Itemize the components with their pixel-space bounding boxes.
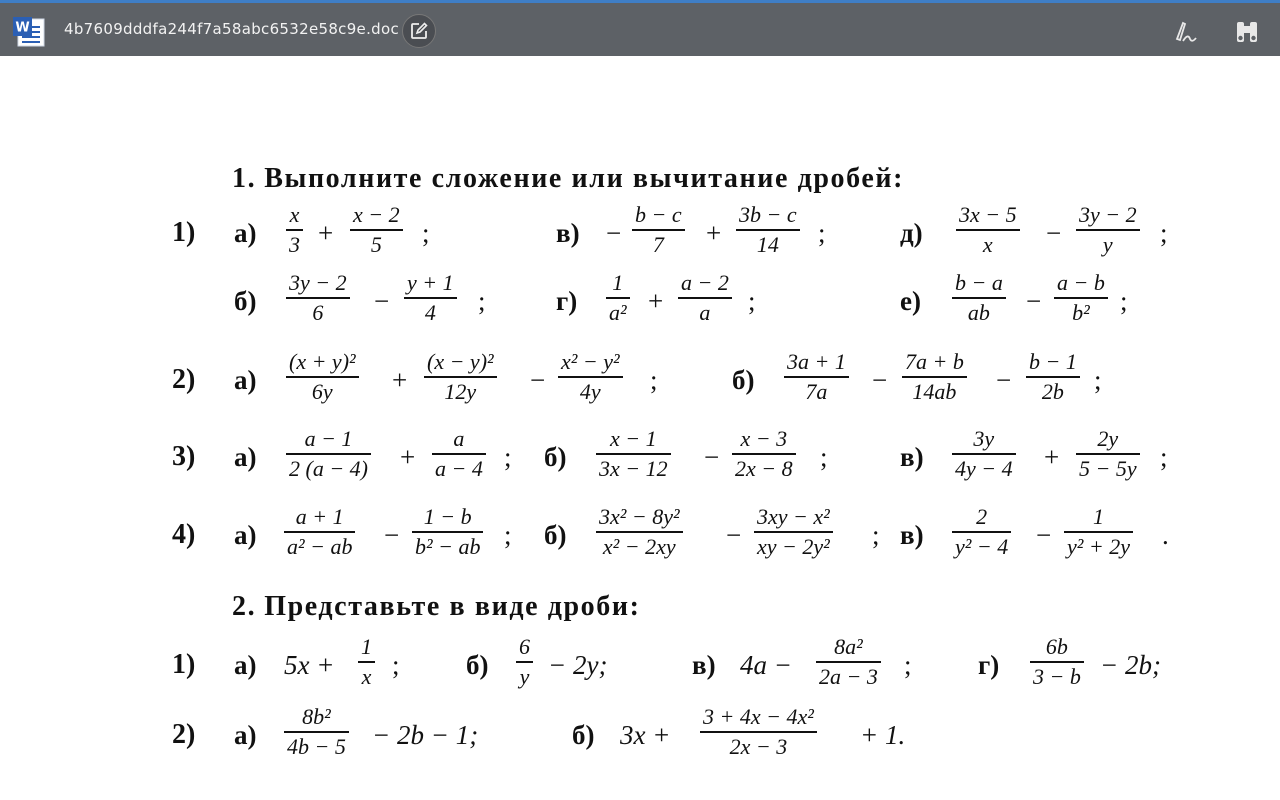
fraction: y + 1 4 <box>404 270 457 326</box>
fraction: 6 y <box>516 634 533 690</box>
fraction: 7a + b 14ab <box>902 349 967 405</box>
row-number: 2) <box>172 364 196 395</box>
task-number: 2. <box>232 591 257 622</box>
item-label: в) <box>556 218 580 248</box>
expression-term: 3x + <box>620 720 671 750</box>
expression-term: 4a − <box>740 650 792 680</box>
fraction: (x + y)² 6y <box>286 349 359 405</box>
fraction: 8b² 4b − 5 <box>284 704 349 760</box>
fraction: b − 1 2b <box>1026 349 1080 405</box>
item-label: б) <box>572 720 595 750</box>
task-title: Выполните сложение или вычитание дробей: <box>264 163 905 194</box>
edit-button[interactable] <box>402 14 436 48</box>
item-label: г) <box>556 286 578 316</box>
item-label: в) <box>900 520 924 550</box>
document-file-name: 4b7609dddfa244f7a58abc6532e58c9e.doc <box>64 20 399 38</box>
fraction: (x − y)² 12y <box>424 349 497 405</box>
fraction: 8a² 2a − 3 <box>816 634 881 690</box>
fraction: 3xy − x² xy − 2y² <box>754 504 833 560</box>
fraction: b − c 7 <box>632 202 685 258</box>
item-label: в) <box>900 442 924 472</box>
fraction: 3a + 1 7a <box>784 349 849 405</box>
fraction: a + 1 a² − ab <box>284 504 355 560</box>
item-label: в) <box>692 650 716 680</box>
fraction: 6b 3 − b <box>1030 634 1084 690</box>
expression-term: + 1. <box>860 720 906 750</box>
fraction: 3y 4y − 4 <box>952 426 1016 482</box>
find-button[interactable] <box>1232 17 1262 47</box>
fraction: x² − y² 4y <box>558 349 623 405</box>
fraction: 1 − b b² − ab <box>412 504 483 560</box>
fraction: a − 1 2 (a − 4) <box>286 426 371 482</box>
item-label: е) <box>900 286 921 316</box>
item-label: б) <box>234 286 257 316</box>
expression-term: − 2b; <box>1100 650 1161 680</box>
fraction: x − 3 2x − 8 <box>732 426 796 482</box>
edit-icon <box>410 22 428 40</box>
fraction: 2y 5 − 5y <box>1076 426 1140 482</box>
fraction: a − b b² <box>1054 270 1108 326</box>
row-number: 4) <box>172 519 196 550</box>
fraction: 1 y² + 2y <box>1064 504 1133 560</box>
row-number: 3) <box>172 441 196 472</box>
fraction: 3y − 2 6 <box>286 270 350 326</box>
task-2-heading <box>232 592 641 622</box>
row-number: 1) <box>172 217 196 248</box>
task-1-heading <box>232 164 904 194</box>
item-label: б) <box>732 365 755 395</box>
fraction: 3y − 2 y <box>1076 202 1140 258</box>
document-page: 1. Выполните сложение или вычитание дробей: 1) а) x 3 + x − 2 5 ; в) − b − c 7 + 3b − c 14 ; д) 3x − 5 x − 3y − 2 y ; б) 3y − 2 6 − y + 1 4 ; г) 1 a² + a − 2 a ; е) b − a ab − a − b b² ; 2) а) (x + y)² 6y + (x − y)² 12y − x² − y² 4y ; б) 3a + 1 7a − 7a + b 14ab − b − 1 2b ; 3) а) a − 1 2 (a − 4) + a a − 4 ; б) x − 1 3x − 12 − x − 3 2x − 8 ; в) 3y 4y − 4 + 2y 5 − 5y ; 4) а) a + 1 a² − ab − 1 − b b² − ab ; б) 3x² − 8y² x² − 2xy − 3xy − x² xy − 2y² ; в) 2 y² − 4 − 1 y² + 2y . 2. Представьте в виде дроби: 1) а) 5x + 1 x ; б) 6 y − 2y; в) 4a − 8a² 2a − 3 ; г) 6b 3 − b − 2b; 2) а) 8b² 4b − 5 − 2b − 1; б) 3x + 3 + 4x − 4x² 2x − 3 + 1. <box>172 163 1169 759</box>
task-title: Представьте в виде дроби: <box>264 591 641 622</box>
item-label: д) <box>900 218 923 248</box>
fraction: 1 a² <box>606 270 630 326</box>
binoculars-icon <box>1232 17 1262 47</box>
fraction: 3x² − 8y² x² − 2xy <box>596 504 683 560</box>
fraction: x − 1 3x − 12 <box>596 426 671 482</box>
item-label: б) <box>544 520 567 550</box>
row-number: 2) <box>172 719 196 750</box>
item-label: а) <box>234 365 257 395</box>
word-doc-icon <box>12 16 46 48</box>
fraction: 3b − c 14 <box>736 202 800 258</box>
pen-icon <box>1170 17 1200 47</box>
item-label: г) <box>978 650 1000 680</box>
task-number: 1. <box>232 163 257 194</box>
expression-term: − 2y; <box>548 650 608 680</box>
item-label: а) <box>234 442 257 472</box>
svg-text:W: W <box>15 20 30 36</box>
fraction: 2 y² − 4 <box>952 504 1011 560</box>
expression-term: 5x + <box>284 650 335 680</box>
fraction: 3 + 4x − 4x² 2x − 3 <box>700 704 817 760</box>
item-label: а) <box>234 720 257 750</box>
item-label: а) <box>234 520 257 550</box>
fraction: 1 x <box>358 634 375 690</box>
title-bar <box>0 0 1280 56</box>
item-label: б) <box>544 442 567 472</box>
item-label: а) <box>234 218 257 248</box>
fraction: a a − 4 <box>432 426 486 482</box>
fraction: b − a ab <box>952 270 1006 326</box>
fraction: x − 2 5 <box>350 202 403 258</box>
fraction: a − 2 a <box>678 270 732 326</box>
fraction: x 3 <box>286 202 303 258</box>
annotate-button[interactable] <box>1170 17 1200 47</box>
row-number: 1) <box>172 649 196 680</box>
fraction: 3x − 5 x <box>956 202 1020 258</box>
item-label: б) <box>466 650 489 680</box>
expression-term: − 2b − 1; <box>372 720 479 750</box>
item-label: а) <box>234 650 257 680</box>
